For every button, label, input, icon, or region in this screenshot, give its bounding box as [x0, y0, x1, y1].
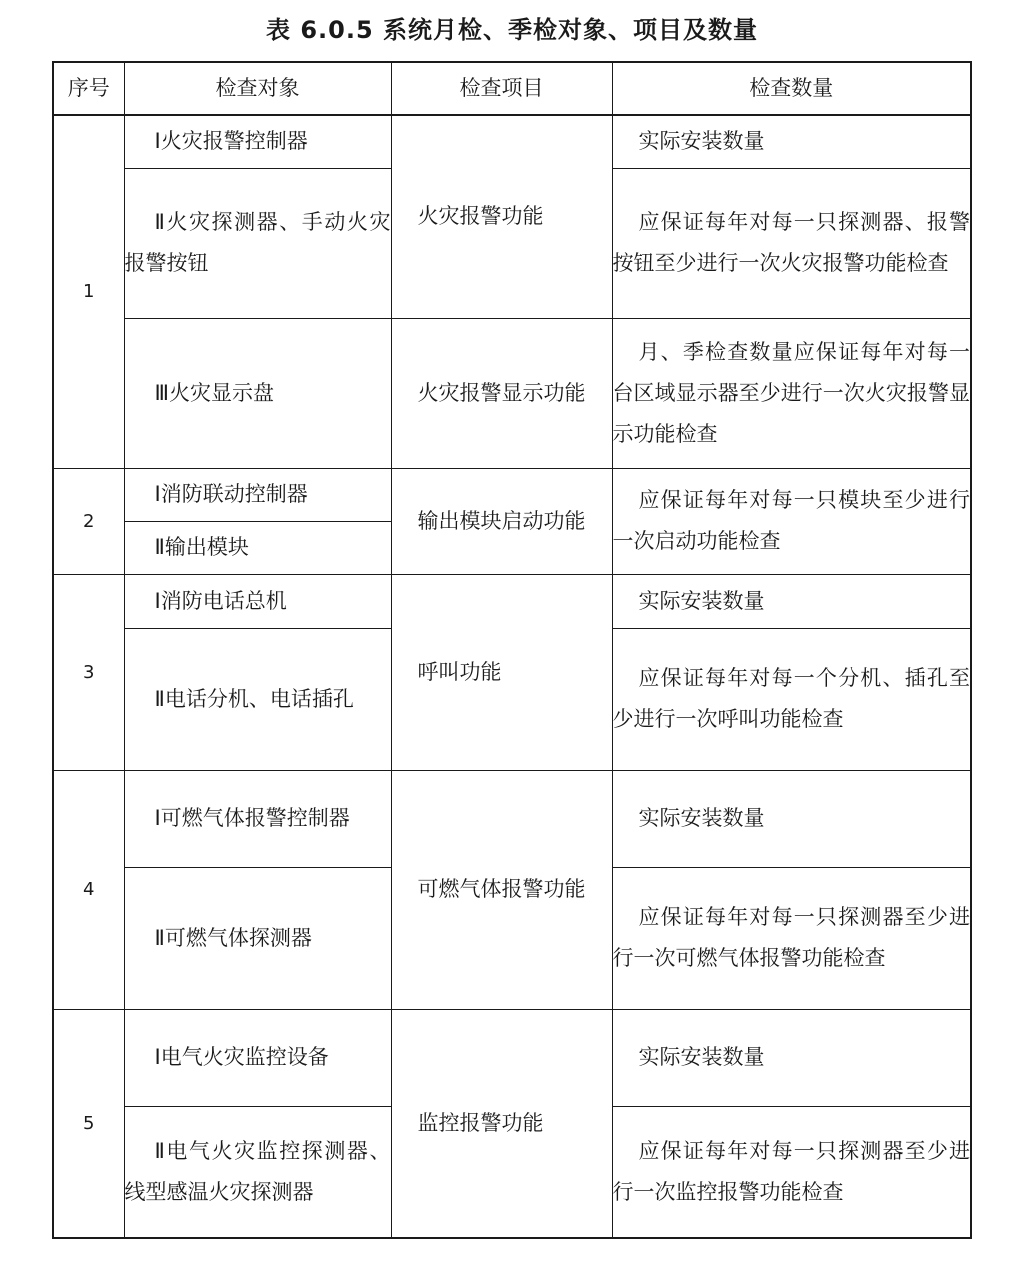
object-text: Ⅱ可燃气体探测器 — [154, 925, 312, 950]
object-cell — [124, 1106, 391, 1238]
object-cell — [124, 770, 391, 867]
item-cell — [391, 318, 612, 468]
seq-cell: 3 — [53, 574, 124, 770]
inspection-table — [52, 61, 972, 1239]
object-cell — [124, 867, 391, 1009]
object-text: Ⅱ火灾探测器、手动火灾报警按钮 — [124, 210, 391, 275]
seq-cell: 2 — [53, 468, 124, 574]
object-text: Ⅱ输出模块 — [154, 535, 249, 559]
item-cell — [391, 1009, 612, 1238]
seq-cell: 1 — [53, 115, 124, 468]
quantity-cell — [612, 1106, 971, 1238]
header-object: 检查对象 — [124, 62, 391, 115]
quantity-cell — [612, 115, 971, 168]
item-text: 输出模块启动功能 — [417, 508, 586, 533]
object-text: Ⅱ电话分机、电话插孔 — [154, 686, 354, 711]
seq-cell: 5 — [53, 1009, 124, 1238]
quantity-text: 应保证每年对每一只探测器至少进行一次监控报警功能检查 — [612, 1138, 970, 1204]
item-text: 监控报警功能 — [417, 1110, 544, 1135]
object-cell — [124, 574, 391, 628]
table-row — [53, 574, 971, 628]
quantity-text: 实际安装数量 — [638, 806, 765, 830]
item-cell — [391, 770, 612, 1009]
header-quantity: 检查数量 — [612, 62, 971, 115]
object-cell — [124, 168, 391, 318]
quantity-text: 应保证每年对每一只探测器至少进行一次可燃气体报警功能检查 — [612, 905, 970, 970]
quantity-cell — [612, 867, 971, 1009]
item-cell — [391, 115, 612, 318]
quantity-text: 月、季检查数量应保证每年对每一台区域显示器至少进行一次火灾报警显示功能检查 — [612, 339, 970, 446]
object-cell — [124, 115, 391, 168]
object-cell — [124, 1009, 391, 1106]
object-cell — [124, 521, 391, 574]
object-text: Ⅲ火灾显示盘 — [154, 380, 274, 405]
quantity-cell — [612, 168, 971, 318]
object-text: Ⅰ可燃气体报警控制器 — [154, 806, 350, 830]
object-cell — [124, 318, 391, 468]
quantity-cell — [612, 628, 971, 770]
seq-cell: 4 — [53, 770, 124, 1009]
table-row — [53, 115, 971, 168]
item-cell — [391, 468, 612, 574]
quantity-text: 应保证每年对每一个分机、插孔至少进行一次呼叫功能检查 — [612, 666, 970, 731]
quantity-text: 实际安装数量 — [638, 588, 765, 613]
quantity-cell — [612, 770, 971, 867]
object-text: Ⅰ消防联动控制器 — [154, 482, 308, 506]
object-cell — [124, 628, 391, 770]
object-text: Ⅰ消防电话总机 — [154, 588, 287, 613]
item-text: 呼叫功能 — [417, 659, 502, 684]
quantity-cell — [612, 574, 971, 628]
quantity-cell — [612, 468, 971, 574]
item-text: 火灾报警功能 — [417, 204, 544, 229]
object-text: Ⅱ电气火灾监控探测器、线型感温火灾探测器 — [124, 1138, 391, 1204]
object-cell — [124, 468, 391, 521]
quantity-text: 应保证每年对每一只探测器、报警按钮至少进行一次火灾报警功能检查 — [612, 210, 970, 275]
table-row — [53, 1009, 971, 1106]
table-row — [53, 468, 971, 521]
table-caption: 表 6.0.5 系统月检、季检对象、项目及数量 — [265, 16, 759, 44]
object-text: Ⅰ火灾报警控制器 — [154, 129, 308, 154]
table-row — [53, 770, 971, 867]
item-text: 可燃气体报警功能 — [417, 877, 586, 901]
quantity-cell — [612, 318, 971, 468]
quantity-text: 实际安装数量 — [638, 129, 765, 154]
quantity-text: 实际安装数量 — [638, 1045, 765, 1069]
item-text: 火灾报警显示功能 — [417, 380, 586, 405]
table-row — [53, 318, 971, 468]
object-text: Ⅰ电气火灾监控设备 — [154, 1045, 329, 1069]
quantity-text: 应保证每年对每一只模块至少进行一次启动功能检查 — [612, 488, 970, 553]
item-cell — [391, 574, 612, 770]
table-header-row — [53, 62, 971, 115]
quantity-cell — [612, 1009, 971, 1106]
header-seq: 序号 — [53, 62, 124, 115]
header-item: 检查项目 — [391, 62, 612, 115]
